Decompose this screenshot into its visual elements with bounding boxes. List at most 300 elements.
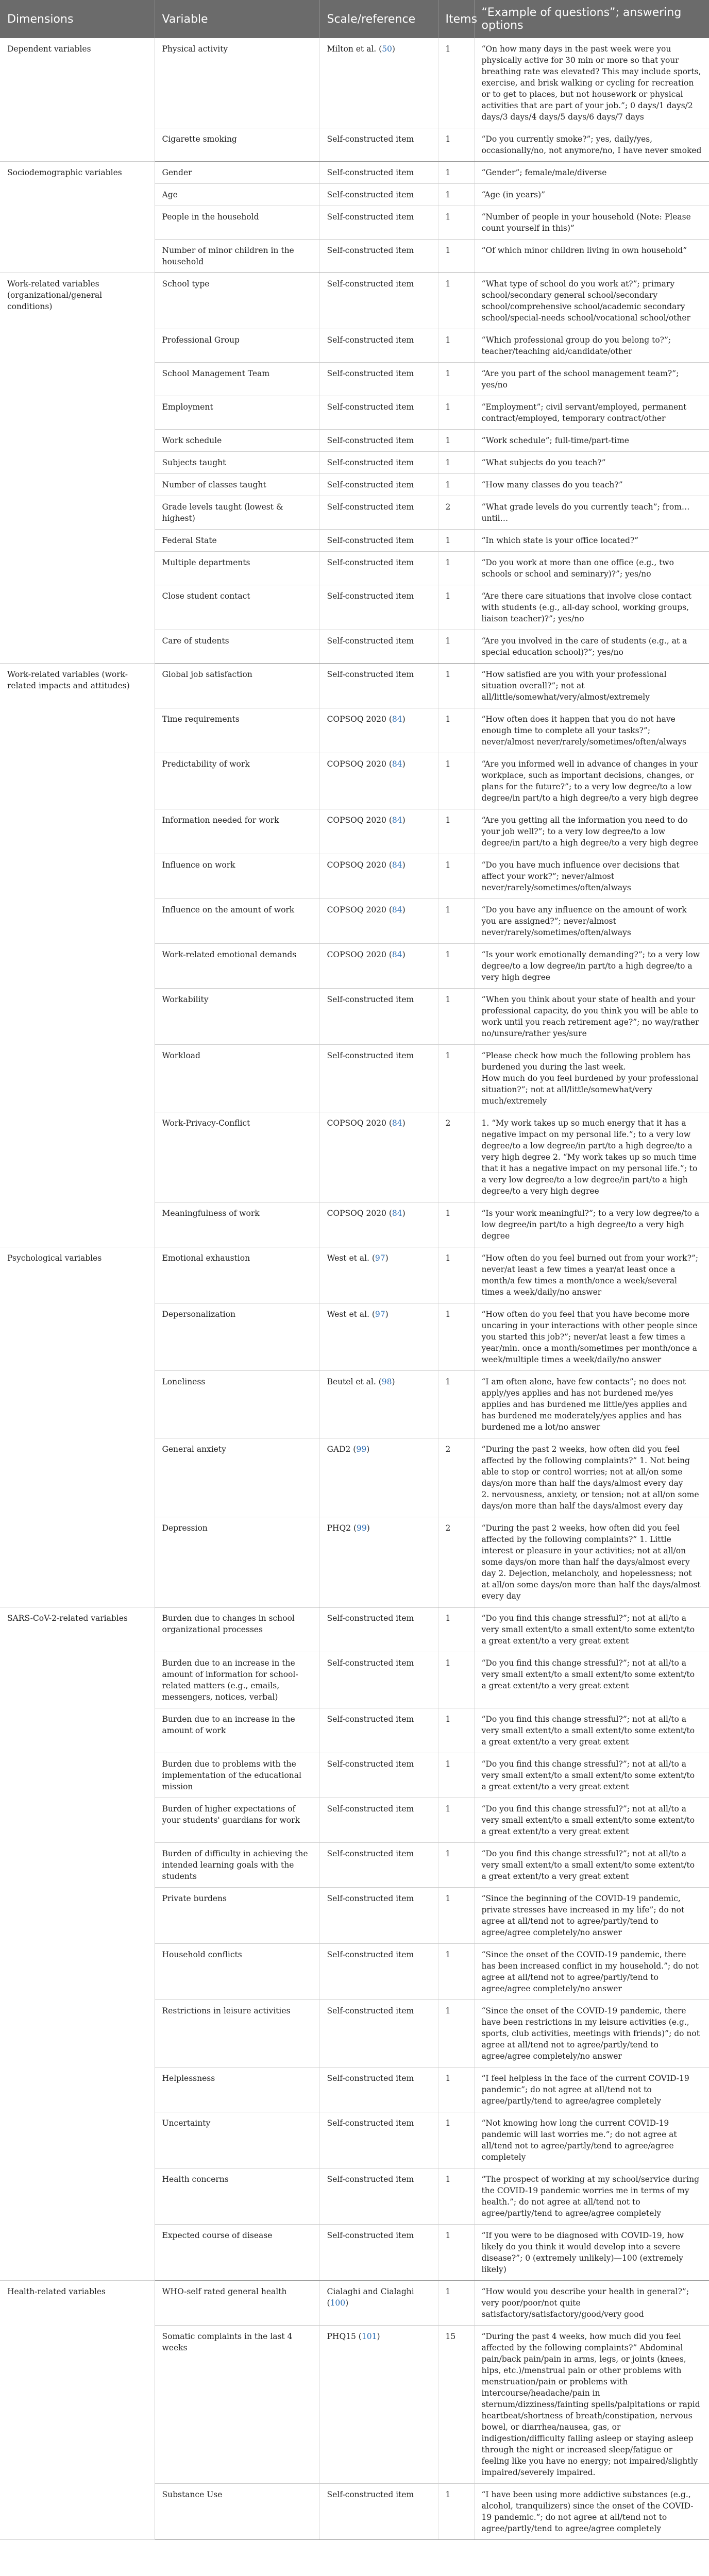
items-cell: 1 [438,944,474,989]
items-cell: 1 [438,2067,474,2112]
items-cell: 1 [438,38,474,128]
variable-cell: Work schedule [155,430,319,452]
variable-cell: Substance Use [155,2484,319,2540]
items-cell: 2 [438,1438,474,1517]
citation-link[interactable]: 101 [361,2332,377,2341]
example-cell: “Do you have much influence over decisions that affect your work?”; never/almost never/rarely/sometimes/often/always [474,854,709,899]
reference-cell [319,1753,438,1798]
items-cell: 1 [438,1371,474,1438]
reference-text: Self-constructed item [327,1849,414,1858]
reference-cell [319,329,438,363]
variable-cell: People in the household [155,206,319,240]
reference-cell [319,664,438,708]
reference-text: Self-constructed item [327,369,414,378]
dimension-cell: Psychological variables [0,1247,155,1607]
reference-text: Self-constructed item [327,670,414,679]
reference-text: COPSOQ 2020 ( [327,759,392,769]
items-cell: 2 [438,1517,474,1607]
items-cell: 1 [438,1303,474,1371]
reference-text: Self-constructed item [327,1894,414,1903]
reference-cell [319,184,438,206]
example-cell: “If you were to be diagnosed with COVID-19, how likely do you think it would develop into a severe disease?”; 0 (extremely unlikely)—100 (extremely likely) [474,2225,709,2281]
variable-cell: Work-Privacy-Conflict [155,1112,319,1202]
reference-cell [319,474,438,496]
reference-text: Self-constructed item [327,402,414,412]
variable-cell: Influence on the amount of work [155,899,319,944]
reference-cell [319,162,438,184]
reference-text: Self-constructed item [327,212,414,222]
example-cell: “Gender”; female/male/diverse [474,162,709,184]
variable-cell: Burden of difficulty in achieving the intended learning goals with the students [155,1843,319,1888]
header-dimensions: Dimensions [0,0,155,38]
reference-text: Self-constructed item [327,558,414,567]
dimension-cell: Work-related variables (organizational/general conditions) [0,273,155,664]
citation-link[interactable]: 84 [392,950,402,959]
example-cell: “Since the beginning of the COVID-19 pandemic, private stresses have increased in my life”; do not agree at all/tend not to agree/partly/tend to agree/agree completely/no answer [474,1888,709,1944]
example-cell: “On how many days in the past week were you physically active for 30 min or more so that your breathing rate was elevated? This may include sports, exercise, and brisk walking or cycling for recreation or to get to places, but not housework or physical activities that are part of your job.”; 0 days/1 days/2 days/3 days/4 days/5 days/6 days/7 days [474,38,709,128]
reference-close: ) [392,44,395,54]
reference-cell [319,1944,438,2000]
citation-link[interactable]: 84 [392,860,402,870]
reference-cell [319,1303,438,1371]
reference-close: ) [402,1118,406,1128]
items-cell: 1 [438,1045,474,1112]
variable-cell: Information needed for work [155,809,319,854]
items-cell: 2 [438,1112,474,1202]
reference-text: Self-constructed item [327,168,414,177]
dimension-cell: Dependent variables [0,38,155,162]
example-cell: “Do you currently smoke?”; yes, daily/yes, occasionally/no, not anymore/no, I have never smoked [474,128,709,162]
variable-cell: Number of classes taught [155,474,319,496]
example-cell: “How often do you feel that you have become more uncaring in your interactions with other people since you started this job?”; never/at least a few times a year/min. once a month/sometimes per month/once a week/multiple times a week/daily/no answer [474,1303,709,1371]
example-cell: “Are you part of the school management team?”; yes/no [474,363,709,396]
citation-link[interactable]: 100 [330,2298,346,2308]
header-example-questions: “Example of questions”; answering options [474,0,709,38]
variable-cell: WHO-self rated general health [155,2281,319,2326]
variable-cell: Somatic complaints in the last 4 weeks [155,2326,319,2484]
example-cell: “Do you find this change stressful?”; not at all/to a very small extent/to a small extent/to some extent/to a great extent/to a very great extent [474,1652,709,1708]
reference-text: Self-constructed item [327,1950,414,1959]
reference-close: ) [402,759,406,769]
dimension-cell: Sociodemographic variables [0,162,155,273]
reference-cell [319,1798,438,1843]
citation-link[interactable]: 84 [392,1209,402,1218]
header-scale-reference: Scale/reference [319,0,438,38]
reference-cell [319,396,438,430]
reference-close: ) [402,950,406,959]
reference-cell [319,2112,438,2168]
variable-cell: Time requirements [155,708,319,753]
items-cell: 1 [438,1888,474,1944]
variable-cell: Gender [155,162,319,184]
reference-cell [319,753,438,809]
reference-cell [319,1371,438,1438]
variable-cell: Health concerns [155,2168,319,2225]
reference-close: ) [392,1377,395,1386]
example-cell: “How many classes do you teach?” [474,474,709,496]
reference-cell [319,2225,438,2281]
reference-text: Beutel et al. ( [327,1377,382,1386]
variable-cell: Burden due to problems with the implementation of the educational mission [155,1753,319,1798]
reference-close: ) [402,715,406,724]
table-row [0,664,709,708]
reference-text: COPSOQ 2020 ( [327,950,392,959]
reference-text: Self-constructed item [327,1715,414,1724]
items-cell: 1 [438,552,474,585]
variable-cell: Uncertainty [155,2112,319,2168]
items-cell: 1 [438,128,474,162]
variable-cell: Workload [155,1045,319,1112]
reference-text: Self-constructed item [327,1051,414,1060]
variable-cell: Burden due to an increase in the amount of information for school-related matters (e.g., emails, messengers, notices, verbal) [155,1652,319,1708]
reference-text: COPSOQ 2020 ( [327,816,392,825]
items-cell: 15 [438,2326,474,2484]
reference-text: Self-constructed item [327,1658,414,1668]
reference-cell [319,430,438,452]
reference-cell [319,1888,438,1944]
reference-close: ) [366,1445,370,1454]
items-cell: 1 [438,206,474,240]
table-row [0,1247,709,1303]
reference-cell [319,899,438,944]
variable-cell: School type [155,273,319,329]
reference-text: Self-constructed item [327,995,414,1004]
citation-link[interactable]: 98 [381,1377,392,1386]
example-cell: “I am often alone, have few contacts”; no does not apply/yes applies and has not burdened me/yes applies and has burdened me little/yes applies and has burdened me moderately/yes applies and has burdened me a lot/no answer [474,1371,709,1438]
example-cell: “Are you getting all the information you need to do your job well?”; to a very low degree/to a low degree/in part/to a high degree/to a very high degree [474,809,709,854]
reference-text: Self-constructed item [327,436,414,445]
variable-cell: Employment [155,396,319,430]
table-body [0,38,709,2540]
dimension-cell: Work-related variables (work-related impacts and attitudes) [0,664,155,1247]
items-cell: 1 [438,989,474,1045]
reference-cell [319,2000,438,2067]
variable-cell: Meaningfulness of work [155,1202,319,1247]
variable-cell: Close student contact [155,585,319,630]
reference-cell [319,1202,438,1247]
reference-close: ) [377,2332,380,2341]
items-cell: 1 [438,329,474,363]
variable-cell: Predictability of work [155,753,319,809]
variable-cell: School Management Team [155,363,319,396]
table-row [0,38,709,128]
reference-cell [319,989,438,1045]
citation-link[interactable]: 99 [357,1523,367,1533]
reference-cell [319,944,438,989]
variable-cell: Depression [155,1517,319,1607]
reference-text: Self-constructed item [327,335,414,345]
reference-cell [319,2484,438,2540]
reference-cell [319,273,438,329]
variable-cell: Household conflicts [155,1944,319,2000]
example-cell: “During the past 4 weeks, how much did you feel affected by the following complaints?” Abdominal pain/back pain/pain in arms, legs, or joints (knees, hips, etc.)/menstrual pain or other problems with menstruation/pain or problems with intercourse/headache/pain in sternum/dizziness/fainting spells/palpitations or rapid heartbeat/shortness of breath/constipation, nervous bowel, or diarrhea/nausea, gas, or indigestion/difficulty falling asleep or staying asleep through the night or increased sleep/fatigue or feeling like you have no energy; not impaired/slightly impaired/severely impaired. [474,2326,709,2484]
example-cell: “Please check how much the following problem has burdened you during the last week. How much do you feel burdened by your professional situation?”; not at all/little/somewhat/very much/extremely [474,1045,709,1112]
items-cell: 1 [438,240,474,273]
items-cell: 1 [438,430,474,452]
reference-cell [319,38,438,128]
reference-text: COPSOQ 2020 ( [327,715,392,724]
table-header [0,0,709,38]
example-cell: “Do you find this change stressful?”; not at all/to a very small extent/to a small extent/to some extent/to a great extent/to a very great extent [474,1753,709,1798]
items-cell: 1 [438,2112,474,2168]
variable-cell: Loneliness [155,1371,319,1438]
example-cell: “Since the onset of the COVID-19 pandemic, there have been restrictions in my leisure activities (e.g., sports, club activities, meetings with friends)”; do not agree at all/tend not to agree/partly/tend to agree/agree completely/no answer [474,2000,709,2067]
items-cell: 1 [438,474,474,496]
items-cell: 1 [438,2281,474,2326]
table-row [0,1607,709,1652]
reference-close: ) [402,816,406,825]
reference-text: COPSOQ 2020 ( [327,1209,392,1218]
items-cell: 1 [438,162,474,184]
reference-cell [319,809,438,854]
citation-link[interactable]: 50 [382,44,392,54]
reference-close: ) [366,1523,370,1533]
reference-cell [319,1247,438,1303]
reference-text: Self-constructed item [327,636,414,646]
reference-text: Self-constructed item [327,2119,414,2128]
reference-cell [319,1517,438,1607]
example-cell: “Work schedule”; full-time/part-time [474,430,709,452]
example-cell: “How would you describe your health in general?”; very poor/poor/not quite satisfactory/satisfactory/good/very good [474,2281,709,2326]
reference-cell [319,1045,438,1112]
variable-cell: Depersonalization [155,1303,319,1371]
reference-cell [319,2168,438,2225]
reference-text: Milton et al. ( [327,44,382,54]
reference-text: PHQ2 ( [327,1523,357,1533]
variable-cell: Cigarette smoking [155,128,319,162]
reference-cell [319,2281,438,2326]
reference-cell [319,1708,438,1753]
variable-cell: Burden due to changes in school organizational processes [155,1607,319,1652]
example-cell: 1. “My work takes up so much energy that it has a negative impact on my personal life.”; to a very low degree/to a low degree/in part/to a high degree/to a very high degree 2. “My work takes up so much time that it has a negative impact on my personal life.”; to a very low degree/to a low degree/in part/to a high degree/to a very high degree [474,1112,709,1202]
example-cell: “Number of people in your household (Note: Please count yourself in this)” [474,206,709,240]
variable-cell: Physical activity [155,38,319,128]
reference-text: Self-constructed item [327,2074,414,2083]
reference-cell [319,1607,438,1652]
items-cell: 1 [438,1708,474,1753]
reference-cell [319,630,438,664]
citation-link[interactable]: 84 [392,715,402,724]
items-cell: 1 [438,2484,474,2540]
example-cell: “During the past 2 weeks, how often did you feel affected by the following complaints?” 1. Not being able to stop or control worries; not at all/on some days/on more than half the days/almost every day 2. nervousness, anxiety, or tension; not at all/on some days/on more than half the days/almost every day [474,1438,709,1517]
reference-cell [319,2067,438,2112]
dimension-cell: Health-related variables [0,2281,155,2540]
items-cell: 2 [438,496,474,530]
reference-cell [319,854,438,899]
example-cell: “Do you find this change stressful?”; not at all/to a very small extent/to a small extent/to some extent/to a great extent/to a very great extent [474,1798,709,1843]
variable-cell: Helplessness [155,2067,319,2112]
reference-text: GAD2 ( [327,1445,357,1454]
table-row [0,2281,709,2326]
items-cell: 1 [438,184,474,206]
header-items: Items [438,0,474,38]
example-cell: “During the past 2 weeks, how often did you feel affected by the following complaints?” 1. Little interest or pleasure in your activities; not at all/on some days/on more than half the days/almost every day 2. Dejection, melancholy, and hopelessness; not at all/on some days/on more than half the days/almost every day [474,1517,709,1607]
items-cell: 1 [438,452,474,474]
reference-cell [319,206,438,240]
items-cell: 1 [438,809,474,854]
items-cell: 1 [438,396,474,430]
example-cell: “What type of school do you work at?”; primary school/secondary general school/secondary school/comprehensive school/academic secondary school/special-needs school/vocational school/other [474,273,709,329]
citation-link[interactable]: 84 [392,759,402,769]
items-cell: 1 [438,854,474,899]
reference-cell [319,363,438,396]
items-cell: 1 [438,664,474,708]
reference-text: Self-constructed item [327,246,414,255]
example-cell: “Is your work meaningful?”; to a very low degree/to a low degree/in part/to a high degree/to a very high degree [474,1202,709,1247]
reference-close: ) [385,1253,389,1263]
example-cell: “Do you find this change stressful?”; not at all/to a very small extent/to a small extent/to some extent/to a great extent/to a very great extent [474,1843,709,1888]
reference-cell [319,530,438,552]
example-cell: “Do you work at more than one office (e.g., two schools or school and seminary)?”; yes/no [474,552,709,585]
example-cell: “What subjects do you teach?” [474,452,709,474]
reference-cell [319,452,438,474]
example-cell: “Of which minor children living in own household” [474,240,709,273]
reference-text: Self-constructed item [327,279,414,289]
citation-link[interactable]: 84 [392,1118,402,1128]
example-cell: “What grade levels do you currently teach”; from… until… [474,496,709,530]
variable-cell: Age [155,184,319,206]
reference-text: Self-constructed item [327,536,414,545]
variable-cell: Number of minor children in the household [155,240,319,273]
reference-text: Self-constructed item [327,2490,414,2499]
reference-cell [319,496,438,530]
reference-text: Self-constructed item [327,458,414,467]
reference-cell [319,1112,438,1202]
items-cell: 1 [438,2000,474,2067]
reference-cell [319,585,438,630]
reference-close: ) [385,1310,389,1319]
items-cell: 1 [438,2225,474,2281]
variable-cell: Restrictions in leisure activities [155,2000,319,2067]
reference-cell [319,1652,438,1708]
reference-close: ) [402,905,406,914]
items-cell: 1 [438,585,474,630]
example-cell: “How often does it happen that you do not have enough time to complete all your tasks?”; never/almost never/rarely/sometimes/often/always [474,708,709,753]
variable-cell: Grade levels taught (lowest & highest) [155,496,319,530]
example-cell: “I have been using more addictive substances (e.g., alcohol, tranquilizers) since the onset of the COVID-19 pandemic.”; do not agree at all/tend not to agree/partly/tend to agree/agree completely [474,2484,709,2540]
example-cell: “In which state is your office located?” [474,530,709,552]
reference-close: ) [402,1209,406,1218]
items-cell: 1 [438,899,474,944]
items-cell: 1 [438,753,474,809]
reference-text: Self-constructed item [327,2175,414,2184]
header-variable: Variable [155,0,319,38]
items-cell: 1 [438,363,474,396]
variable-cell: General anxiety [155,1438,319,1517]
reference-text: Self-constructed item [327,1759,414,1769]
example-cell: “Is your work emotionally demanding?”; to a very low degree/to a low degree/in part/to a high degree/to a very high degree [474,944,709,989]
example-cell: “Do you find this change stressful?”; not at all/to a very small extent/to a small extent/to some extent/to a great extent/to a very great extent [474,1607,709,1652]
variable-cell: Burden of higher expectations of your students' guardians for work [155,1798,319,1843]
variable-cell: Global job satisfaction [155,664,319,708]
variable-cell: Work-related emotional demands [155,944,319,989]
reference-text: Self-constructed item [327,190,414,199]
variable-cell: Workability [155,989,319,1045]
variable-cell: Influence on work [155,854,319,899]
variable-cell: Expected course of disease [155,2225,319,2281]
reference-text: COPSOQ 2020 ( [327,905,392,914]
citation-link[interactable]: 84 [392,816,402,825]
reference-cell [319,2326,438,2484]
variable-cell: Professional Group [155,329,319,363]
items-cell: 1 [438,273,474,329]
header-row [0,0,709,38]
items-cell: 1 [438,1652,474,1708]
reference-text: Self-constructed item [327,1614,414,1623]
table-row [0,273,709,329]
example-cell: “The prospect of working at my school/service during the COVID-19 pandemic worries me in terms of my health.”; do not agree at all/tend not to agree/partly/tend to agree/agree completely [474,2168,709,2225]
items-cell: 1 [438,1944,474,2000]
reference-text: Self-constructed item [327,591,414,601]
reference-cell [319,708,438,753]
example-cell: “Since the onset of the COVID-19 pandemic, there has been increased conflict in my household.”; do not agree at all/tend not to agree/partly/tend to agree/agree completely/no answer [474,1944,709,2000]
items-cell: 1 [438,1247,474,1303]
reference-text: Cialaghi and Cialaghi ( [327,2287,414,2308]
items-cell: 1 [438,1843,474,1888]
reference-text: PHQ15 ( [327,2332,362,2341]
reference-text: Self-constructed item [327,480,414,489]
items-cell: 1 [438,708,474,753]
example-cell: “Are you informed well in advance of changes in your workplace, such as important decisions, changes, or plans for the future?”; to a very low degree/to a low degree/in part/to a high degree/to a very high degree [474,753,709,809]
reference-close: ) [345,2298,349,2308]
example-cell: “I feel helpless in the face of the current COVID-19 pandemic”; do not agree at all/tend not to agree/partly/tend to agree/agree completely [474,2067,709,2112]
variable-cell: Federal State [155,530,319,552]
dimension-cell: SARS-CoV-2-related variables [0,1607,155,2281]
items-cell: 1 [438,630,474,664]
reference-close: ) [402,860,406,870]
reference-text: Self-constructed item [327,502,414,512]
citation-link[interactable]: 99 [356,1445,367,1454]
reference-cell [319,1843,438,1888]
example-cell: “Do you have any influence on the amount of work you are assigned?”; never/almost never/rarely/sometimes/often/always [474,899,709,944]
variable-cell: Subjects taught [155,452,319,474]
reference-text: Self-constructed item [327,2231,414,2240]
citation-link[interactable]: 97 [375,1310,385,1319]
reference-cell [319,1438,438,1517]
items-cell: 1 [438,1753,474,1798]
reference-text: COPSOQ 2020 ( [327,1118,392,1128]
reference-cell [319,240,438,273]
items-cell: 1 [438,1798,474,1843]
example-cell: “Which professional group do you belong to?”; teacher/teaching aid/candidate/other [474,329,709,363]
variable-cell: Burden due to an increase in the amount of work [155,1708,319,1753]
example-cell: “Employment”; civil servant/employed, permanent contract/employed, temporary contract/other [474,396,709,430]
reference-text: Self-constructed item [327,1804,414,1814]
example-cell: “How satisfied are you with your professional situation overall?”; not at all/little/somewhat/very/almost/extremely [474,664,709,708]
items-cell: 1 [438,2168,474,2225]
example-cell: “Are there care situations that involve close contact with students (e.g., all-day school, working groups, liaison teacher)?”; yes/no [474,585,709,630]
reference-text: COPSOQ 2020 ( [327,860,392,870]
citation-link[interactable]: 97 [375,1253,385,1263]
reference-cell [319,128,438,162]
example-cell: “When you think about your state of health and your professional capacity, do you think you will be able to work until you reach retirement age?”; no way/rather no/unsure/rather yes/sure [474,989,709,1045]
example-cell: “Age (in years)” [474,184,709,206]
items-cell: 1 [438,1607,474,1652]
table-row [0,162,709,184]
example-cell: “Not knowing how long the current COVID-19 pandemic will last worries me.”; do not agree at all/tend not to agree/partly/tend to agree/agree completely [474,2112,709,2168]
reference-cell [319,552,438,585]
reference-text: West et al. ( [327,1310,375,1319]
example-cell: “Do you find this change stressful?”; not at all/to a very small extent/to a small extent/to some extent/to a great extent/to a very great extent [474,1708,709,1753]
variable-cell: Private burdens [155,1888,319,1944]
citation-link[interactable]: 84 [392,905,402,914]
reference-text: West et al. ( [327,1253,375,1263]
items-cell: 1 [438,1202,474,1247]
reference-text: Self-constructed item [327,134,414,144]
example-cell: “Are you involved in the care of students (e.g., at a special education school)?”; yes/no [474,630,709,664]
items-cell: 1 [438,530,474,552]
example-cell: “How often do you feel burned out from your work?”; never/at least a few times a year/at least once a month/a few times a month/once a week/several times a week/daily/no answer [474,1247,709,1303]
